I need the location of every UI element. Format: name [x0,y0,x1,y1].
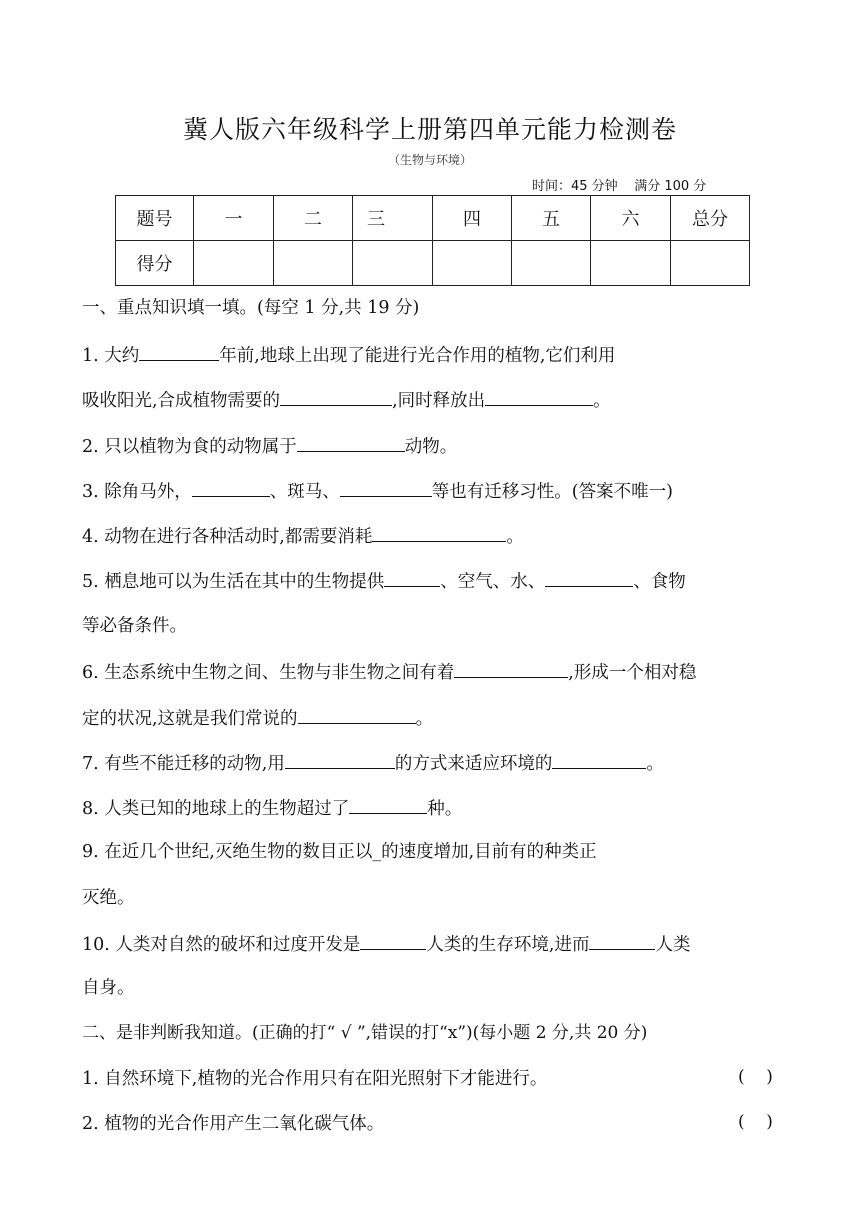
answer-blank[interactable] [485,387,593,406]
score-cell: 题号 [116,196,194,241]
score-cell: 得分 [116,241,194,286]
score-input-cell[interactable] [274,241,353,286]
answer-parentheses[interactable]: ( ) [738,1112,773,1132]
question-9: 9. 在近几个世纪,灭绝生物的数目正以_的速度增加,目前有的种类正 [82,842,597,862]
answer-blank[interactable] [340,478,432,497]
score-table-score-row [116,241,750,286]
question-1: 1. 大约 年前,地球上出现了能进行光合作用的植物,它们利用 [82,342,615,368]
answer-blank[interactable] [285,750,395,769]
answer-blank[interactable] [139,342,219,361]
question-7: 7. 有些不能迁移的动物,用 的方式来适应环境的 。 [82,750,664,776]
score-cell: 二 [274,196,353,241]
score-input-cell[interactable] [671,241,750,286]
answer-blank[interactable] [384,568,440,587]
judgment-question-2: 2. 植物的光合作用产生二氧化碳气体。 [82,1114,385,1134]
score-input-cell[interactable] [433,241,512,286]
judgment-question-1: 1. 自然环境下,植物的光合作用只有在阳光照射下才能进行。 [82,1069,548,1089]
section2-heading: 二、是非判断我知道。(正确的打“ √ ”,错误的打“x”)(每小题 2 分,共 20 分) [82,1023,648,1043]
question-2: 2. 只以植物为食的动物属于 动物。 [82,433,457,459]
score-cell: 四 [433,196,512,241]
exam-title: 冀人版六年级科学上册第四单元能力检测卷 [182,115,677,144]
question-5-cont: 等必备条件。 [82,616,187,636]
score-cell: 一 [194,196,274,241]
exam-subtitle: （生物与环境） [387,153,472,167]
question-10-cont: 自身。 [82,978,135,998]
score-cell: 三 [353,196,433,241]
score-cell: 总分 [671,196,750,241]
answer-parentheses[interactable]: ( ) [738,1067,773,1087]
question-6-cont: 定的状况,这就是我们常说的 。 [82,705,433,731]
answer-blank[interactable] [589,931,655,950]
question-5: 5. 栖息地可以为生活在其中的生物提供 、空气、水、 、食物 [82,568,686,594]
score-input-cell[interactable] [353,241,433,286]
answer-blank[interactable] [298,705,416,724]
answer-blank[interactable] [297,433,405,452]
answer-blank[interactable] [280,387,392,406]
question-3: 3. 除角马外， 、斑马、 等也有迁移习性。(答案不唯一) [82,478,673,504]
answer-blank[interactable] [360,931,426,950]
question-4: 4. 动物在进行各种活动时,都需要消耗 。 [82,523,524,549]
question-6: 6. 生态系统中生物之间、生物与非生物之间有着 ,形成一个相对稳 [82,659,696,685]
question-8: 8. 人类已知的地球上的生物超过了 种。 [82,795,462,821]
score-input-cell[interactable] [194,241,274,286]
question-9-cont: 灭绝。 [82,888,135,908]
answer-blank[interactable] [349,795,427,814]
score-input-cell[interactable] [591,241,671,286]
section1-heading: 一、重点知识填一填。(每空 1 分,共 19 分) [82,298,420,318]
score-cell: 五 [512,196,591,241]
score-table [115,195,750,286]
answer-blank[interactable] [372,523,506,542]
question-1-cont: 吸收阳光,合成植物需要的 ,同时释放出 。 [82,387,611,413]
answer-blank[interactable] [552,750,646,769]
answer-blank[interactable] [454,659,568,678]
time-and-score-info: 时间：45 分钟 满分 100 分 [532,179,707,194]
answer-blank[interactable] [545,568,633,587]
score-input-cell[interactable] [512,241,591,286]
score-table-header-row [116,196,750,241]
answer-blank[interactable] [192,478,270,497]
score-cell: 六 [591,196,671,241]
question-10: 10. 人类对自然的破坏和过度开发是 人类的生存环境,进而 人类 [82,931,690,957]
